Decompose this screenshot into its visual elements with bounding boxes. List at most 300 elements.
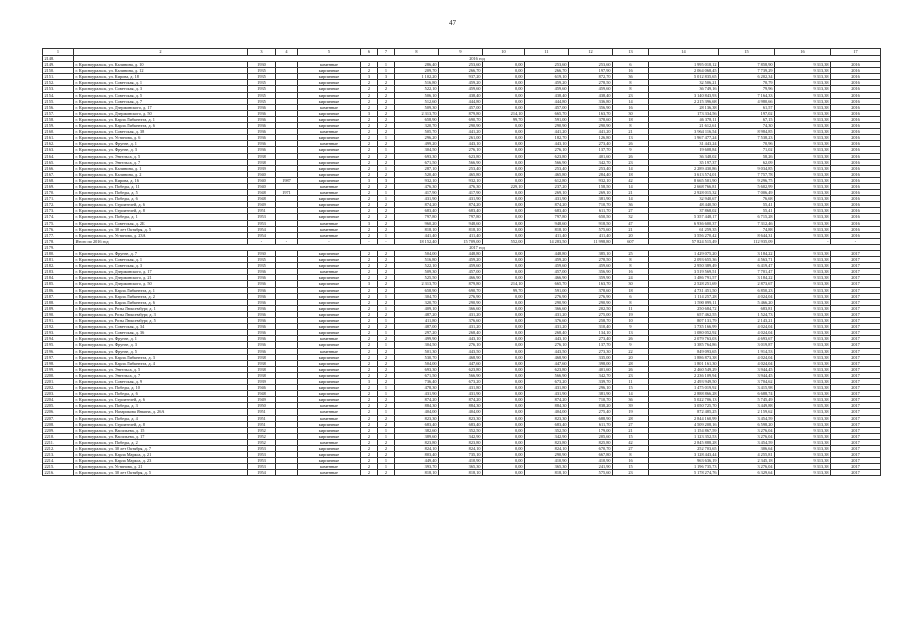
table-cell: 6 202,34 [719, 74, 775, 80]
table-cell: 417,90 [439, 190, 483, 196]
table-cell: 9 313,38 [775, 366, 831, 372]
table-cell: 385,10 [569, 251, 613, 257]
table-cell: г. Красноуральск, ул. Советская, д. 9 [74, 378, 248, 384]
table-cell: 342,70 [569, 372, 613, 378]
table-cell: 2216. [43, 470, 74, 476]
table-cell: 2201. [43, 378, 74, 384]
table-cell: каменные [298, 269, 361, 275]
table-cell: 16 [613, 458, 649, 464]
table-cell: 566,90 [439, 372, 483, 378]
table-cell: 2 [378, 269, 395, 275]
table-cell: 7 164,33 [719, 92, 775, 98]
table-cell: 575,60 [569, 470, 613, 476]
column-number-cell: 3 [248, 49, 276, 56]
table-cell: 16 [613, 68, 649, 74]
table-cell: 0,00 [483, 68, 525, 74]
table-cell: 9 313,38 [775, 165, 831, 171]
table-cell: 3 [361, 378, 378, 384]
table-cell: 0,00 [483, 336, 525, 342]
table-cell: 2 236 109,94 [649, 372, 719, 378]
table-cell: 2017 [831, 269, 881, 275]
table-cell: 6 [613, 62, 649, 68]
table-cell: кирпичные [298, 281, 361, 287]
table-cell: 197,90 [569, 68, 613, 74]
column-number-cell: 10 [483, 49, 525, 56]
table-cell: 9 313,38 [775, 62, 831, 68]
table-cell: 2 093 655,36 [649, 257, 719, 263]
table-cell: 879,80 [439, 110, 483, 116]
table-cell: кирпичные [298, 116, 361, 122]
table-cell: 1 [378, 342, 395, 348]
table-cell: г. Красноуральск, ул. Калинина, д. 10 [74, 62, 248, 68]
table-cell: 2 [378, 110, 395, 116]
table-cell: кирпичные [298, 68, 361, 74]
table-cell: 9 313,38 [775, 299, 831, 305]
table-cell: 7 739,29 [719, 68, 775, 74]
table-cell: 0,00 [483, 378, 525, 384]
table-cell: 2 [378, 378, 395, 384]
table-cell: 2 [378, 220, 395, 226]
table-cell: г. Красноуральск, ул. Советская, д. 5 [74, 92, 248, 98]
table-cell: 9 313,38 [775, 305, 831, 311]
table-cell: 2 [378, 214, 395, 220]
table-cell: 9 313,38 [775, 129, 831, 135]
table-cell: 2017 [831, 299, 881, 305]
table-cell: 410,90 [569, 458, 613, 464]
table-cell: 0,00 [483, 372, 525, 378]
table-cell: 1935 [248, 263, 276, 269]
table-cell: 0,00 [483, 305, 525, 311]
table-cell: 2017 [831, 257, 881, 263]
table-cell: 19 [613, 311, 649, 317]
table-cell: 3 [378, 74, 395, 80]
table-cell: 290,90 [569, 123, 613, 129]
table-cell: каменные [298, 232, 361, 238]
table-cell: г. Красноуральск, ул. Строителей, д. 8 [74, 208, 248, 214]
table-cell: 19 [613, 409, 649, 415]
total-cell: Итого по 2016 год [74, 238, 248, 244]
table-cell: 0,00 [483, 427, 525, 433]
table-cell: 2 [361, 446, 378, 452]
total-cell: - [831, 238, 881, 244]
table-cell: 1953 [248, 464, 276, 470]
table-cell: кирпичные [298, 397, 361, 403]
table-cell: 2016 [831, 165, 881, 171]
table-cell: 3 [361, 74, 378, 80]
table-cell: 872 485,25 [649, 409, 719, 415]
table-cell: 2016 [831, 196, 881, 202]
table-cell: 9 313,38 [775, 311, 831, 317]
table-cell: 1 [378, 68, 395, 74]
table-cell: 1936 [248, 116, 276, 122]
table-cell: 209,70 [395, 68, 439, 74]
table-cell: 2 [361, 214, 378, 220]
table-cell: 0,00 [483, 348, 525, 354]
table-cell: 501,30 [395, 348, 439, 354]
table-cell: 824,10 [395, 446, 439, 452]
table-cell: г. Красноуральск, ул. Фрунзе, д. 1 [74, 336, 248, 342]
table-cell: 9 313,38 [775, 354, 831, 360]
table-cell: 2152. [43, 80, 74, 86]
table-cell: 2 [378, 123, 395, 129]
table-cell: 566,90 [525, 372, 569, 378]
table-cell: 2017 [831, 421, 881, 427]
table-cell: г. Красноуральск, ул. Победы, д. 5 [74, 190, 248, 196]
table-cell: 3 556 270,42 [649, 232, 719, 238]
table-cell: 0,00 [483, 354, 525, 360]
table-cell: 1 114 257,28 [649, 293, 719, 299]
table-cell: 2 [361, 318, 378, 324]
table-cell: 30 [613, 110, 649, 116]
table-cell: 0,00 [483, 391, 525, 397]
column-number-cell: 1 [43, 49, 74, 56]
table-cell: 1938 [248, 354, 276, 360]
table-cell: 823,30 [439, 415, 483, 421]
table-cell: 26 [613, 153, 649, 159]
table-cell: 1 [378, 391, 395, 397]
table-cell: 2 [361, 135, 378, 141]
table-cell: 1 [378, 409, 395, 415]
table-cell: 0,00 [483, 464, 525, 470]
table-cell: 9 313,38 [775, 287, 831, 293]
table-cell: 9 313,38 [775, 269, 831, 275]
table-cell: кирпичные [298, 366, 361, 372]
table-cell: 509,30 [395, 269, 439, 275]
table-cell: г. Красноуральск, ул. Розы Люксембург, д. 5 [74, 318, 248, 324]
table-cell: 487,00 [395, 324, 439, 330]
table-cell: 1 [378, 305, 395, 311]
table-cell: 411,80 [395, 318, 439, 324]
table-cell: 253,60 [569, 62, 613, 68]
column-number-cell: 15 [719, 49, 775, 56]
table-cell: 2 [361, 452, 378, 458]
table-cell: 266,70 [439, 68, 483, 74]
table-cell: 276,10 [439, 342, 483, 348]
table-cell: 76,68 [719, 196, 775, 202]
table-cell: 28 [613, 415, 649, 421]
table-cell: 365,30 [525, 464, 569, 470]
table-cell: 874,20 [395, 202, 439, 208]
table-cell: 2207. [43, 415, 74, 421]
table-cell: 0,00 [483, 439, 525, 445]
table-cell: 710,70 [569, 397, 613, 403]
table-cell: 366,60 [525, 305, 569, 311]
table-cell: 575,60 [569, 226, 613, 232]
table-cell: 1953 [248, 214, 276, 220]
table-cell: 2184. [43, 275, 74, 281]
table-cell: 0,00 [483, 330, 525, 336]
table-cell: г. Красноуральск, ул. Карла Маркса, д. 23 [74, 458, 248, 464]
table-cell: 447,60 [525, 360, 569, 366]
table-cell: 28 [613, 360, 649, 366]
table-cell: 1 524,73 [719, 311, 775, 317]
table-cell: 182,70 [525, 135, 569, 141]
table-cell: 2 [378, 366, 395, 372]
table-cell: 2016 [831, 183, 881, 189]
table-cell: 2 [378, 208, 395, 214]
table-cell: г. Красноуральск, ул. Карла Либкнехта, д. 4 [74, 360, 248, 366]
table-cell: 468,90 [439, 354, 483, 360]
table-cell: 28 136,38 [649, 104, 719, 110]
table-cell: 443,50 [525, 348, 569, 354]
table-cell: 2 [378, 287, 395, 293]
table-cell: 2183. [43, 269, 74, 275]
table-cell: каменные [298, 226, 361, 232]
table-cell: 2017 [831, 464, 881, 470]
table-cell: 1951 [248, 409, 276, 415]
row-number-cell: 2179. [43, 244, 74, 250]
table-cell: 9 313,38 [775, 391, 831, 397]
table-cell: кирпичные [298, 458, 361, 464]
table-cell: 3 454,59 [719, 415, 775, 421]
table-cell: 2 [361, 86, 378, 92]
table-cell: 468,90 [525, 354, 569, 360]
table-cell: 2165. [43, 159, 74, 165]
table-cell: 443,10 [525, 336, 569, 342]
table-cell: каменные [298, 464, 361, 470]
table-cell: 2 [378, 324, 395, 330]
table-cell: 506,10 [395, 92, 439, 98]
table-cell: кирпичные [298, 159, 361, 165]
table-cell: каменные [298, 403, 361, 409]
table-cell: 22 [613, 348, 649, 354]
table-cell: каменные [298, 141, 361, 147]
table-cell: 268,40 [525, 330, 569, 336]
table-cell: 2 313,70 [395, 281, 439, 287]
table-cell: 2176. [43, 226, 74, 232]
table-cell: 431,20 [439, 311, 483, 317]
table-cell: 1935 [248, 80, 276, 86]
table-cell: кирпичные [298, 318, 361, 324]
total-cell: 112 935,09 [719, 238, 775, 244]
table-cell: 2 [378, 263, 395, 269]
table-cell: 670,70 [569, 446, 613, 452]
table-cell: 431,90 [525, 391, 569, 397]
table-cell: каменные [298, 183, 361, 189]
table-cell: 5 602,99 [719, 183, 775, 189]
table-cell: 2 [361, 141, 378, 147]
table-cell: 398,00 [569, 360, 613, 366]
table-cell: 0,00 [483, 318, 525, 324]
table-cell: 459,60 [525, 263, 569, 269]
table-cell: 4 024,04 [719, 354, 775, 360]
table-cell: каменные [298, 409, 361, 415]
total-cell: 2178. [43, 238, 74, 244]
table-cell: 23 [613, 372, 649, 378]
table-cell: 963 636,19 [649, 458, 719, 464]
table-cell: г. Красноуральск, ул. Кирова, д. 18 [74, 74, 248, 80]
table-cell: 1940 [248, 171, 276, 177]
table-cell: 2 143,21 [719, 318, 775, 324]
table-cell: 290,90 [569, 299, 613, 305]
table-cell: 2 064 068,45 [649, 68, 719, 74]
table-cell: 1936 [248, 281, 276, 287]
table-cell: 3 276,04 [719, 433, 775, 439]
table-cell: 3 [361, 177, 378, 183]
table-cell: 3 184,22 [719, 251, 775, 257]
table-cell: 2 [361, 409, 378, 415]
total-cell: 57 824 515,49 [649, 238, 719, 244]
table-cell: 673,20 [525, 378, 569, 384]
table-cell: 2 [361, 348, 378, 354]
table-cell: 823,30 [395, 415, 439, 421]
table-cell: 2161. [43, 135, 74, 141]
table-cell: 366,60 [439, 305, 483, 311]
table-cell: 273,40 [569, 336, 613, 342]
table-cell: 2 079 763,03 [649, 336, 719, 342]
table-cell: 8 [613, 123, 649, 129]
table-cell: 499,20 [395, 141, 439, 147]
table-cell: 36 348,02 [649, 153, 719, 159]
column-number-cell: 8 [395, 49, 439, 56]
table-cell: каменные [298, 348, 361, 354]
table-cell: 14 [613, 98, 649, 104]
table-cell: 2017 [831, 336, 881, 342]
table-cell: 2 [361, 202, 378, 208]
table-cell: 4 693,67 [719, 336, 775, 342]
table-cell: 2017 [831, 470, 881, 476]
table-cell: 99,70 [483, 287, 525, 293]
table-cell: 410,90 [525, 458, 569, 464]
table-cell: 2197. [43, 354, 74, 360]
table-cell: 261,00 [439, 135, 483, 141]
table-cell: 2 [378, 360, 395, 366]
table-cell: 179,00 [569, 427, 613, 433]
table-cell: 690,70 [439, 116, 483, 122]
total-cell: - [361, 238, 378, 244]
page-number: 47 [449, 19, 456, 27]
table-cell: г. Красноуральск, ул. Розы Люксембург, д. 1 [74, 305, 248, 311]
table-cell: 2200. [43, 372, 74, 378]
table-cell: 2186. [43, 287, 74, 293]
table-cell: 918,50 [569, 220, 613, 226]
table-cell: 9 315,38 [775, 433, 831, 439]
table-cell: 9 313,38 [775, 360, 831, 366]
table-cell: кирпичные [298, 287, 361, 293]
table-cell: 24 [613, 275, 649, 281]
table-cell: кирпичные [298, 208, 361, 214]
table-cell: 2 [361, 251, 378, 257]
table-cell: 4 024,04 [719, 360, 775, 366]
table-cell: 252 703,65 [649, 446, 719, 452]
table-cell: 15 [613, 385, 649, 391]
table-cell: 459,60 [569, 86, 613, 92]
table-cell: 8 [613, 80, 649, 86]
table-cell: 36 [613, 397, 649, 403]
table-cell: 8 [613, 299, 649, 305]
table-cell: 2 [361, 104, 378, 110]
table-cell: г. Красноуральск, ул. Кирова, д. 16 [74, 177, 248, 183]
table-cell: 2017 [831, 427, 881, 433]
table-cell: 67,15 [719, 116, 775, 122]
table-cell: 21 [613, 226, 649, 232]
table-cell: 9 313,38 [775, 141, 831, 147]
table-cell: 2193. [43, 330, 74, 336]
table-cell: 2016 [831, 116, 881, 122]
table-cell: 566,90 [439, 159, 483, 165]
table-cell: 2 [361, 287, 378, 293]
table-cell: 6 715,28 [719, 214, 775, 220]
table-cell: 623,80 [439, 366, 483, 372]
table-cell: г. Красноуральск, ул. Советская, д. 1 [74, 80, 248, 86]
table-cell: 825,80 [569, 439, 613, 445]
table-cell: 297,20 [395, 330, 439, 336]
table-cell: 459,20 [525, 257, 569, 263]
table-cell: 7 006,49 [719, 190, 775, 196]
table-cell: 2 [378, 452, 395, 458]
table-cell: 1938 [248, 159, 276, 165]
table-cell: 1938 [248, 153, 276, 159]
table-cell: 499,90 [395, 336, 439, 342]
table-cell: каменные [298, 129, 361, 135]
table-cell: 0,00 [483, 220, 525, 226]
table-cell: 884,30 [525, 403, 569, 409]
table-cell: 448,80 [525, 251, 569, 257]
table-cell: 0,00 [483, 409, 525, 415]
table-cell: 74,88 [719, 226, 775, 232]
table-cell: 9 313,38 [775, 171, 831, 177]
table-cell: 1 [378, 427, 395, 433]
table-cell: 273,30 [569, 348, 613, 354]
table-cell: 2210. [43, 433, 74, 439]
table-cell: 2 [361, 257, 378, 263]
table-cell: 1936 [248, 104, 276, 110]
table-cell: 18 [613, 116, 649, 122]
total-cell: - [298, 238, 361, 244]
table-cell: 2 873,67 [719, 281, 775, 287]
table-cell: 438,40 [569, 92, 613, 98]
table-cell: 874,20 [439, 397, 483, 403]
table-cell: 2017 [831, 403, 881, 409]
table-cell: кирпичные [298, 311, 361, 317]
table-cell: 290,90 [439, 123, 483, 129]
table-cell: 2214. [43, 458, 74, 464]
table-cell: 2 [378, 98, 395, 104]
table-cell: 2 [378, 354, 395, 360]
table-cell: 202,50 [569, 305, 613, 311]
table-cell: 310,40 [569, 324, 613, 330]
table-cell: 444,80 [525, 98, 569, 104]
table-cell: 9 313,38 [775, 202, 831, 208]
table-cell: 269,10 [525, 190, 569, 196]
table-cell: 4 024,04 [719, 330, 775, 336]
table-cell: 0,00 [483, 458, 525, 464]
table-cell: 1954 [248, 470, 276, 476]
table-cell: 273,40 [569, 141, 613, 147]
table-cell: 1935 [248, 74, 276, 80]
table-cell: 2 [361, 92, 378, 98]
table-cell: 9 315,38 [775, 403, 831, 409]
table-cell: кирпичные [298, 421, 361, 427]
table-cell: 2170. [43, 190, 74, 196]
table-cell: 4 024,04 [719, 293, 775, 299]
table-cell: 2 [361, 129, 378, 135]
table-cell: 3 128 443,44 [649, 452, 719, 458]
table-cell: кирпичные [298, 196, 361, 202]
table-cell: 441,20 [525, 129, 569, 135]
table-cell: кирпичные [298, 378, 361, 384]
table-cell: 2150. [43, 68, 74, 74]
register-body [43, 49, 881, 476]
table-cell: 2017 [831, 415, 881, 421]
table-cell: 276,90 [569, 293, 613, 299]
table-cell: г. Красноуральск, ул. 30 лет Октября, д. 5 [74, 226, 248, 232]
table-cell: 2016 [831, 123, 881, 129]
table-cell: 2 [361, 305, 378, 311]
table-cell: 6 850,23 [719, 287, 775, 293]
table-cell: 0,00 [483, 129, 525, 135]
table-cell: 9 313,38 [775, 330, 831, 336]
